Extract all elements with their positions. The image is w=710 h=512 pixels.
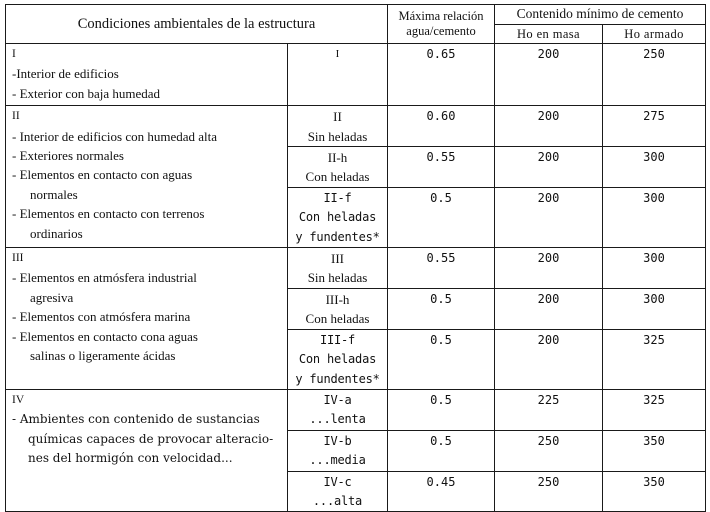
reinforced-cement-cell: 350 <box>603 471 706 512</box>
plain-cement-cell: 200 <box>495 329 603 389</box>
class-cell <box>288 248 388 289</box>
header-plain-concrete: Ho en masa <box>495 24 603 44</box>
class-code: IV-a <box>323 392 352 407</box>
plain-cement-cell: 200 <box>495 248 603 289</box>
class-code: II <box>333 109 342 125</box>
reinforced-cement-cell: 275 <box>603 106 706 147</box>
plain-cement-cell: 200 <box>495 106 603 147</box>
class-cell <box>288 329 388 389</box>
plain-cement-cell: 200 <box>495 288 603 329</box>
group-iii-line-5: salinas o ligeramente ácidas <box>30 348 176 364</box>
group-ii-line-1: - Interior de edificios con humedad alta <box>12 128 218 144</box>
table-header-row <box>6 5 706 25</box>
group-ii-description <box>6 106 288 248</box>
group-i-line-2: - Exterior con baja humedad <box>12 85 160 101</box>
reinforced-cement-cell: 350 <box>603 430 706 471</box>
class-detail: ...lenta <box>309 412 366 427</box>
group-iv-line-2: químicas capaces de provocar alteracio- <box>28 431 274 446</box>
table-row <box>6 44 706 106</box>
ratio-cell: 0.65 <box>388 44 495 106</box>
class-code: III <box>331 251 344 267</box>
ratio-cell: 0.5 <box>388 430 495 471</box>
class-cell <box>288 471 388 512</box>
class-cell <box>288 187 388 247</box>
class-detail: Con heladas <box>298 352 377 367</box>
reinforced-cement-cell: 300 <box>603 187 706 247</box>
class-detail-extra: y fundentes* <box>295 229 380 244</box>
header-reinforced-concrete: Ho armado <box>603 24 706 44</box>
class-code: II-f <box>323 190 352 205</box>
plain-cement-cell: 225 <box>495 389 603 430</box>
plain-cement-cell: 250 <box>495 430 603 471</box>
reinforced-cement-cell: 250 <box>603 44 706 106</box>
reinforced-cement-cell: 300 <box>603 288 706 329</box>
group-i-roman: I <box>12 48 16 60</box>
ratio-cell: 0.5 <box>388 389 495 430</box>
group-iii-line-4: - Elementos en contacto cona aguas <box>12 328 198 344</box>
class-detail: ...media <box>309 453 366 468</box>
group-ii-line-5: - Elementos en contacto con terrenos <box>12 206 205 222</box>
plain-cement-cell: 200 <box>495 44 603 106</box>
class-detail: Con heladas <box>305 169 370 185</box>
reinforced-cement-cell: 300 <box>603 147 706 188</box>
ratio-cell: 0.60 <box>388 106 495 147</box>
class-cell <box>288 44 388 106</box>
ratio-cell: 0.5 <box>388 187 495 247</box>
ratio-cell: 0.55 <box>388 248 495 289</box>
class-code: IV-b <box>323 433 352 448</box>
group-ii-roman: II <box>12 110 20 123</box>
table-row <box>6 248 706 289</box>
group-i-line-1: -Interior de edificios <box>12 66 119 82</box>
class-code: III-h <box>325 291 350 307</box>
group-iii-line-3: - Elementos con atmósfera marina <box>12 309 191 325</box>
group-ii-line-4: normales <box>30 186 78 202</box>
group-iv-roman: IV <box>12 393 25 406</box>
header-environment-title: Condiciones ambientales de la estructura <box>6 5 388 44</box>
group-iv-description <box>6 389 288 511</box>
class-code: II-h <box>327 150 348 166</box>
group-ii-line-3: - Elementos en contacto con aguas <box>12 167 193 183</box>
group-iii-description <box>6 248 288 390</box>
group-ii-line-6: ordinarios <box>30 225 83 241</box>
reinforced-cement-cell: 300 <box>603 248 706 289</box>
group-i-description <box>6 44 288 106</box>
header-max-ratio-line2: agua/cemento <box>406 24 476 38</box>
group-ii-line-2: - Exteriores normales <box>12 148 124 164</box>
ratio-cell: 0.45 <box>388 471 495 512</box>
class-code: I <box>335 48 340 60</box>
class-cell <box>288 147 388 188</box>
group-iii-roman: III <box>12 252 24 265</box>
plain-cement-cell: 200 <box>495 187 603 247</box>
class-cell <box>288 106 388 147</box>
group-iii-line-2: agresiva <box>30 289 74 305</box>
header-max-ratio-line1: Máxima relación <box>398 9 484 23</box>
header-max-ratio <box>388 5 495 44</box>
class-cell <box>288 430 388 471</box>
table-row <box>6 389 706 430</box>
group-iv-line-3: nes del hormigón con velocidad... <box>28 451 233 466</box>
class-cell <box>288 389 388 430</box>
class-detail: Sin heladas <box>307 128 368 144</box>
reinforced-cement-cell: 325 <box>603 329 706 389</box>
class-detail: ...alta <box>312 493 363 508</box>
class-detail: Con heladas <box>298 210 377 225</box>
class-detail: Con heladas <box>305 311 370 327</box>
class-code: IV-c <box>323 474 352 489</box>
plain-cement-cell: 200 <box>495 147 603 188</box>
class-code: III-f <box>319 332 356 347</box>
ratio-cell: 0.5 <box>388 288 495 329</box>
class-cell <box>288 288 388 329</box>
plain-cement-cell: 250 <box>495 471 603 512</box>
table-row <box>6 106 706 147</box>
class-detail-extra: y fundentes* <box>295 371 380 386</box>
class-detail: Sin heladas <box>307 270 368 286</box>
group-iv-line-1: - Ambientes con contenido de sustancias <box>12 412 260 427</box>
group-iii-line-1: - Elementos en atmósfera industrial <box>12 270 197 286</box>
exposure-conditions-table <box>5 4 706 512</box>
header-min-cement: Contenido mínimo de cemento <box>495 5 706 25</box>
ratio-cell: 0.5 <box>388 329 495 389</box>
reinforced-cement-cell: 325 <box>603 389 706 430</box>
ratio-cell: 0.55 <box>388 147 495 188</box>
